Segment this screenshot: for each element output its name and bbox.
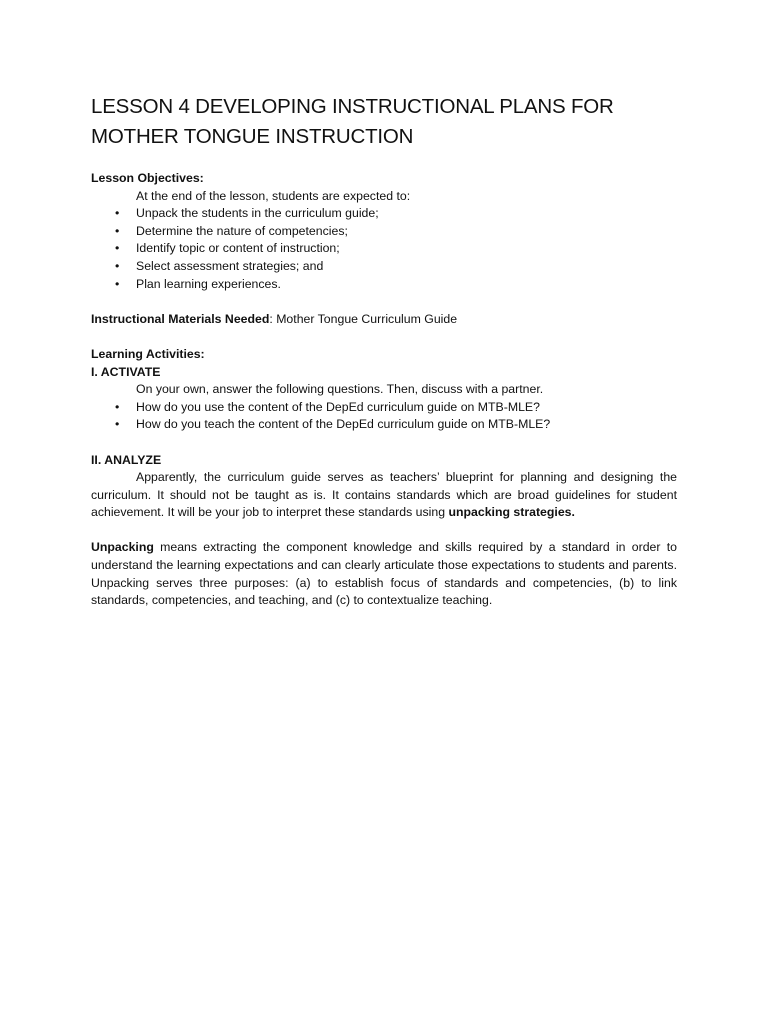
- activate-list: [91, 399, 677, 434]
- objectives-intro: At the end of the lesson, students are expected to:: [136, 188, 411, 203]
- analyze-heading: II. ANALYZE: [91, 452, 162, 467]
- list-item-text: Unpack the students in the curriculum guide;: [136, 206, 379, 221]
- document-content: [91, 92, 677, 610]
- list-item-text: Select assessment strategies; and: [136, 258, 324, 273]
- list-item-text: How do you use the content of the DepEd curriculum guide on MTB-MLE?: [136, 399, 540, 414]
- list-item: [91, 223, 677, 241]
- bullet-icon: •: [115, 276, 120, 291]
- list-item-text: Determine the nature of competencies;: [136, 223, 348, 238]
- unpacking-term: Unpacking: [91, 540, 154, 555]
- list-item: [91, 205, 677, 223]
- activate-intro: On your own, answer the following questions. Then, discuss with a partner.: [136, 382, 544, 397]
- bullet-icon: •: [115, 417, 120, 432]
- bullet-icon: •: [115, 258, 120, 273]
- bullet-icon: •: [115, 223, 120, 238]
- analyze-paragraph-1-text: Apparently, the curriculum guide serves as teachers’ blueprint for planning and designing the curriculum. It should not be taught as is. It contains standards which are broad guidelines for student achievement. It will be your job to interpret these standards using: [91, 470, 677, 520]
- materials-label: Instructional Materials Needed: [91, 311, 270, 326]
- activities-heading: Learning Activities:: [91, 346, 205, 361]
- list-item-text: Plan learning experiences.: [136, 276, 281, 291]
- activate-heading: I. ACTIVATE: [91, 364, 161, 379]
- list-item-text: How do you teach the content of the DepEd curriculum guide on MTB-MLE?: [136, 417, 551, 432]
- objectives-heading: Lesson Objectives:: [91, 171, 204, 185]
- unpacking-definition: means extracting the component knowledge and skills required by a standard in order to understand the learning expectations and can clearly articulate those expectations to students and parents. Unpacking serves three purposes: (a) to establish focus of standards and competencies, (b) to link standards, competencies, and teaching, and (c) to contextualize teaching.: [91, 540, 677, 608]
- analyze-paragraph-1-bold: unpacking strategies.: [448, 505, 575, 520]
- list-item: [91, 240, 677, 258]
- materials-line: [91, 311, 677, 329]
- bullet-icon: •: [115, 399, 120, 414]
- bullet-icon: •: [115, 241, 120, 256]
- bullet-icon: •: [115, 206, 120, 221]
- list-item: [91, 399, 677, 417]
- analyze-paragraph-1: [91, 469, 677, 522]
- list-item-text: Identify topic or content of instruction;: [136, 241, 340, 256]
- materials-value: : Mother Tongue Curriculum Guide: [269, 311, 458, 326]
- lesson-title: LESSON 4 DEVELOPING INSTRUCTIONAL PLANS FOR MOTHER TONGUE INSTRUCTION: [91, 95, 614, 148]
- unpacking-paragraph: [91, 539, 677, 609]
- list-item: [91, 416, 677, 434]
- objectives-list: [91, 205, 677, 293]
- list-item: [91, 258, 677, 276]
- list-item: [91, 276, 677, 294]
